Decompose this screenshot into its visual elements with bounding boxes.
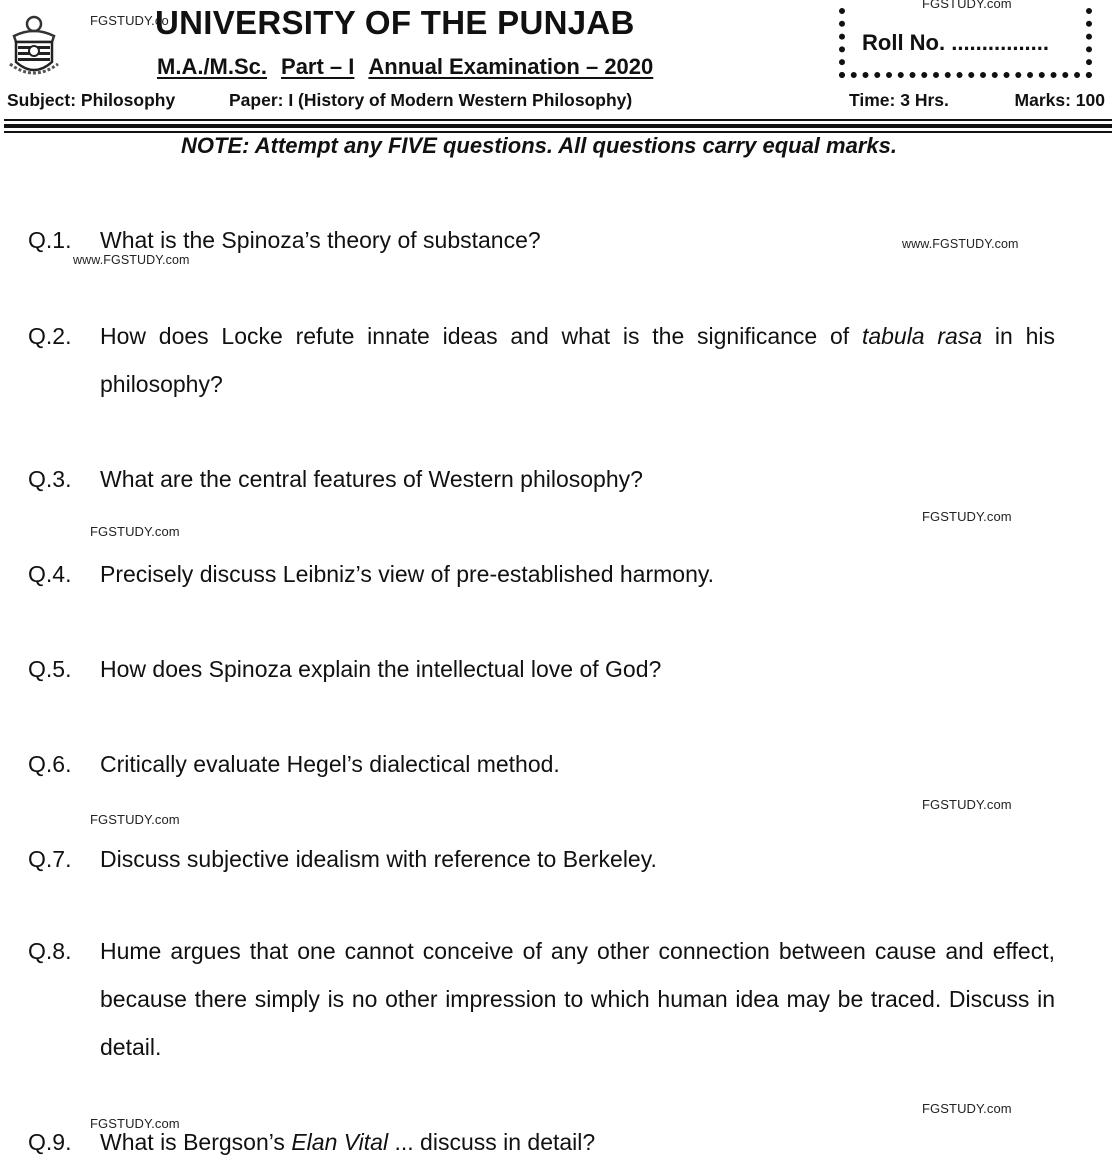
- paper-info-row: [7, 90, 1105, 114]
- university-title: UNIVERSITY OF THE PUNJAB: [155, 4, 635, 41]
- header-rule: [4, 124, 1112, 128]
- question-number: Q.2.: [28, 323, 72, 349]
- question-number: Q.5.: [28, 656, 72, 682]
- question-text: What are the central features of Western philosophy?: [100, 466, 643, 492]
- italic-term: tabula rasa: [861, 323, 983, 349]
- question-text: Hume argues that one cannot conceive of any other connection between cause and effect, because there simply is no other impression to which human idea may be traced. Discuss in detail.: [100, 938, 1055, 1060]
- watermark-text: www.FGSTUDY.com: [73, 253, 190, 267]
- question-text: What is the Spinoza’s theory of substance?: [100, 227, 541, 253]
- question-text: [100, 1118, 1055, 1166]
- question-number: Q.1.: [28, 227, 72, 253]
- italic-term: Elan Vital: [291, 1129, 389, 1155]
- watermark-text: FGSTUDY.com: [922, 797, 1012, 812]
- time-label: Time: 3 Hrs.: [849, 90, 949, 110]
- question-text: How does Spinoza explain the intellectual love of God?: [100, 656, 662, 682]
- question-text: Discuss subjective idealism with reference to Berkeley.: [100, 846, 657, 872]
- watermark-text: FGSTUDY.com: [90, 1116, 180, 1131]
- text-segment: in his philosophy?: [100, 323, 1055, 397]
- part-label: Part – I: [281, 54, 355, 79]
- subject-label: Subject: Philosophy: [7, 90, 176, 110]
- header-rule: [4, 119, 1112, 121]
- crest-icon: [6, 14, 62, 80]
- watermark-text: FGSTUDY.com: [922, 1101, 1012, 1116]
- roll-number-field[interactable]: Roll No. ................: [862, 30, 1050, 55]
- exam-label: Annual Examination – 2020: [368, 54, 654, 79]
- watermark-text: FGSTUDY.co: [90, 13, 169, 28]
- text-segment: What is Bergson’s: [100, 1129, 292, 1155]
- question-number: Q.4.: [28, 561, 72, 587]
- watermark-text: www.FGSTUDY.com: [902, 237, 1019, 251]
- question-number: Q.3.: [28, 466, 72, 492]
- watermark-text: FGSTUDY.com: [922, 0, 1012, 11]
- watermark-text: FGSTUDY.com: [922, 509, 1012, 524]
- question-2: [28, 312, 1058, 412]
- exam-subtitle: [157, 54, 653, 80]
- question-number: Q.6.: [28, 751, 72, 777]
- program-label: M.A./M.Sc.: [157, 54, 268, 79]
- question-8: [28, 927, 1058, 1077]
- question-text: Precisely discuss Leibniz’s view of pre-established harmony.: [100, 561, 715, 587]
- instructions-note: NOTE: Attempt any FIVE questions. All questions carry equal marks.: [181, 133, 897, 158]
- text-segment: How does Locke refute innate ideas and what is the significance of: [100, 323, 862, 349]
- question-text: [100, 312, 1055, 408]
- question-text: Critically evaluate Hegel’s dialectical method.: [100, 751, 560, 777]
- paper-label: Paper: I (History of Modern Western Philosophy): [229, 90, 633, 110]
- university-crest-logo: [6, 14, 62, 80]
- watermark-text: FGSTUDY.com: [90, 524, 180, 539]
- question-number: Q.8.: [28, 938, 72, 964]
- marks-label: Marks: 100: [1014, 90, 1105, 110]
- question-number: Q.7.: [28, 846, 72, 872]
- text-segment: ... discuss in detail?: [388, 1129, 596, 1155]
- question-number: Q.9.: [28, 1129, 72, 1155]
- watermark-text: FGSTUDY.com: [90, 812, 180, 827]
